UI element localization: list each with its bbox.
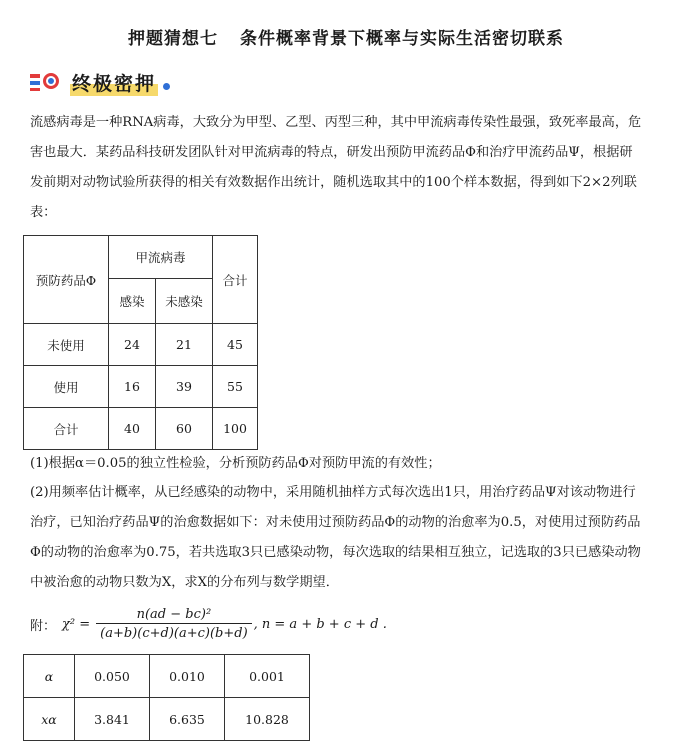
page-title [0,24,692,49]
cell-value: 60 [156,408,213,450]
cell-value: 40 [109,408,156,450]
chi-square-formula [30,607,387,641]
question-1: (1)根据α＝0.05的独立性检验，分析预防药品Φ对预防甲流的有效性； [30,456,441,471]
table-row [24,655,310,698]
title-part2: 条件概率背景下概率与实际生活密切联系 [240,29,564,49]
row-header: 预防药品Φ [24,236,109,324]
table-row [24,366,258,408]
group-header: 甲流病毒 [109,236,213,279]
alpha-value: 0.010 [150,655,225,698]
intro-line: 害也最大．某药品科技研发团队针对甲流病毒的特点，研发出预防甲流药品Φ和治疗甲流药品Ψ，根据研 [30,145,633,160]
title-part1: 押题猜想七 [128,29,218,49]
problem-intro [30,108,670,228]
target-logo-icon [30,71,64,93]
formula-prefix: 附： [30,618,57,634]
row-label: 合计 [24,408,109,450]
section-badge [30,68,170,96]
cell-value: 16 [109,366,156,408]
question-2 [30,478,670,598]
critical-value-table [23,654,310,741]
col-infected: 感染 [109,279,156,324]
q2-line: Φ的动物的治愈率为0.75，若共选取3只已感染动物，每次选取的结果相互独立，记选取的3只已感染动物 [30,545,641,560]
row-label: 未使用 [24,324,109,366]
q2-line: 中被治愈的动物只数为X，求X的分布列与数学期望． [30,575,339,590]
formula-numerator: n(ad − bc)² [136,607,212,622]
formula-chi: χ² = [62,616,91,632]
q2-line: 治疗，已知治疗药品Ψ的治愈数据如下：对未使用过预防药品Φ的动物的治愈率为0.5，对使用过预防药品 [30,515,641,530]
intro-line: 流感病毒是一种RNA病毒，大致分为甲型、乙型、丙型三种，其中甲流病毒传染性最强，致死率最高，危 [30,115,642,130]
row-label: 使用 [24,366,109,408]
q2-line: (2)用频率估计概率，从已经感染的动物中，采用随机抽样方式每次选出1只，用治疗药品Ψ对该动物进行 [30,485,636,500]
table-row [24,324,258,366]
intro-line: 表： [30,205,57,220]
badge-label: 终极密押 [70,69,158,96]
alpha-label: α [24,655,75,698]
formula-suffix: , n = a + b + c + d . [253,616,387,632]
cell-value: 45 [213,324,258,366]
cell-value: 100 [213,408,258,450]
formula-denominator: (a+b)(c+d)(a+c)(b+d) [96,623,252,641]
critical-value: 3.841 [75,698,150,741]
alpha-value: 0.050 [75,655,150,698]
critical-value: 10.828 [225,698,310,741]
badge-dot-icon [163,83,170,90]
intro-line: 发前期对动物试验所获得的相关有效数据作出统计，随机选取其中的100个样本数据，得到如下2×2列联 [30,175,637,190]
col-not-infected: 未感染 [156,279,213,324]
contingency-table [23,235,258,450]
table-row [24,408,258,450]
cell-value: 55 [213,366,258,408]
total-header: 合计 [213,236,258,324]
x-alpha-label: xα [24,698,75,741]
table-row [24,698,310,741]
critical-value: 6.635 [150,698,225,741]
formula-fraction [96,607,252,641]
alpha-value: 0.001 [225,655,310,698]
cell-value: 39 [156,366,213,408]
cell-value: 21 [156,324,213,366]
cell-value: 24 [109,324,156,366]
